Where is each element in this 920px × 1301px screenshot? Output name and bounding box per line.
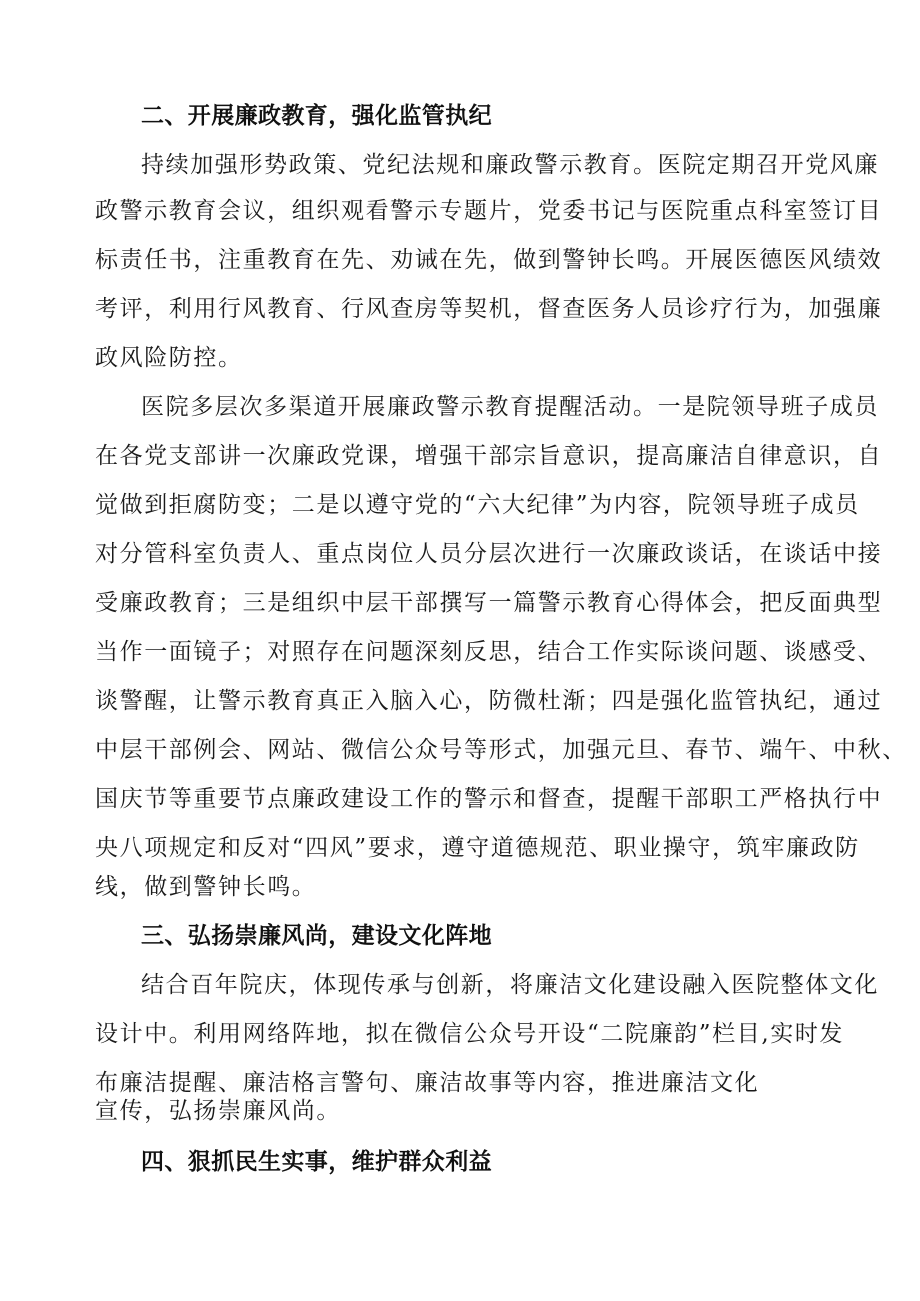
section-3-para-1-line-2: 设计中。利用网络阵地，拟在微信公众号开设“二院廉韵”栏目,实时发 [95, 1021, 845, 1047]
section-2-para-1-line-5: 政风险防控。 [95, 345, 243, 371]
section-2-para-2-line-4: 对分管科室负责人、重点岗位人员分层次进行一次廉政谈话，在谈话中接 [95, 541, 883, 567]
section-2-para-2-line-5: 受廉政教育；三是组织中层干部撰写一篇警示教育心得体会，把反面典型 [95, 590, 883, 616]
section-2-para-2-line-9: 国庆节等重要节点廉政建设工作的警示和督查，提醒干部职工严格执行中 [95, 786, 883, 812]
section-2-para-2-line-11: 线，做到警钟长鸣。 [95, 874, 317, 900]
section-2-para-2-line-8: 中层干部例会、网站、微信公众号等形式，加强元旦、春节、端午、中秋、 [95, 737, 907, 763]
section-2-para-1-line-4: 考评，利用行风教育、行风查房等契机，督查医务人员诊疗行为，加强廉 [95, 296, 883, 322]
section-3-para-1-line-3: 布廉洁提醒、廉洁格言警句、廉洁故事等内容，推进廉洁文化 [95, 1070, 760, 1096]
section-3-para-1-line-4: 宣传，弘扬崇廉风尚。 [95, 1098, 341, 1124]
section-2-para-1-line-1: 持续加强形势政策、党纪法规和廉政警示教育。医院定期召开党风廉 [141, 152, 879, 178]
section-2-para-2-line-2: 在各党支部讲一次廉政党课，增强干部宗旨意识，提高廉洁自律意识，自 [95, 443, 883, 469]
section-2-para-2-line-3: 觉做到拒腐防变；二是以遵守党的“六大纪律”为内容，院领导班子成员 [95, 492, 860, 518]
section-2-para-2-line-6: 当作一面镜子；对照存在问题深刻反思，结合工作实际谈问题、谈感受、 [95, 639, 883, 665]
section-2-para-2-line-1: 医院多层次多渠道开展廉政警示教育提醒活动。一是院领导班子成员 [141, 394, 879, 420]
section-3-para-1-line-1: 结合百年院庆，体现传承与创新，将廉洁文化建设融入医院整体文化 [141, 972, 879, 998]
section-2-para-1-line-2: 政警示教育会议，组织观看警示专题片，党委书记与医院重点科室签订目 [95, 198, 883, 224]
section-3-heading: 三、弘扬崇廉风尚，建设文化阵地 [141, 923, 492, 949]
section-2-para-2-line-10: 央八项规定和反对“四风”要求，遵守道德规范、职业操守，筑牢廉政防 [95, 835, 860, 861]
section-2-para-2-line-7: 谈警醒，让警示教育真正入脑入心，防微杜渐；四是强化监管执纪，通过 [95, 688, 883, 714]
section-2-heading: 二、开展廉政教育，强化监管执纪 [141, 103, 492, 129]
section-2-para-1-line-3: 标责任书，注重教育在先、劝诫在先，做到警钟长鸣。开展医德医风绩效 [95, 247, 883, 273]
section-4-heading: 四、狠抓民生实事，维护群众利益 [141, 1149, 492, 1175]
